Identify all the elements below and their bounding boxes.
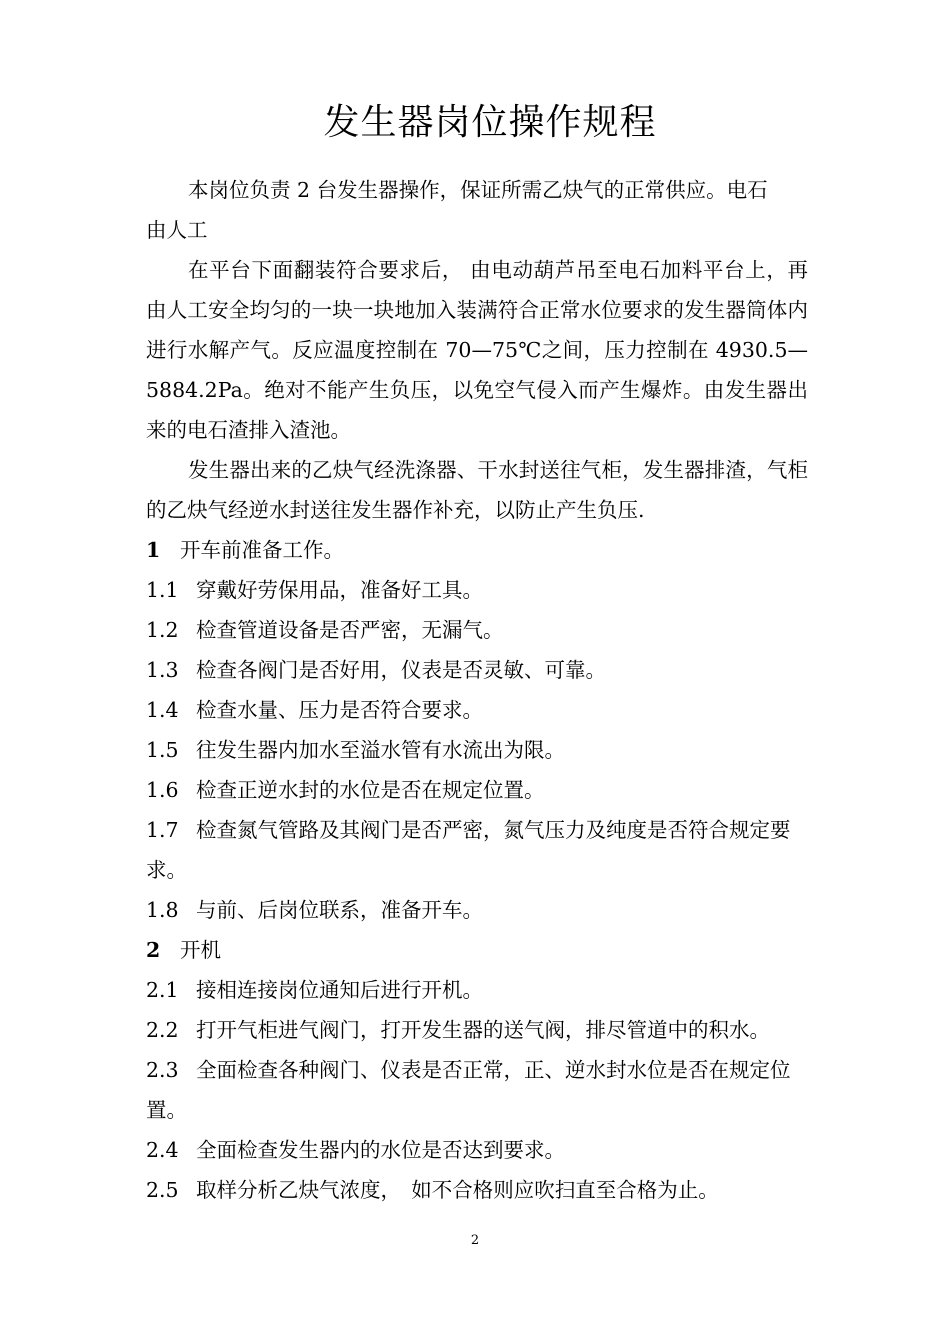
list-item <box>146 690 808 730</box>
list-item <box>146 610 808 650</box>
list-item <box>146 650 808 690</box>
item-number: 2.4 <box>146 1138 179 1162</box>
item-text: 检查各阀门是否好用，仪表是否灵敏、可靠。 <box>196 658 606 682</box>
flow-paragraph: 发生器出来的乙炔气经洗涤器、干水封送往气柜，发生器排渣，气柜的乙炔气经逆水封送往发生器作补充，以防止产生负压. <box>146 458 808 522</box>
item-text: 打开气柜进气阀门，打开发生器的送气阀，排尽管道中的积水。 <box>196 1018 770 1042</box>
item-text: 全面检查发生器内的水位是否达到要求。 <box>196 1138 565 1162</box>
list-item <box>146 570 808 610</box>
item-number: 2.1 <box>146 978 179 1002</box>
list-item <box>146 1130 808 1170</box>
document-body <box>146 170 808 1210</box>
item-text: 检查氮气管路及其阀门是否严密，氮气压力及纯度是否符合规定要求。 <box>146 818 791 882</box>
item-text: 与前、后岗位联系，准备开车。 <box>196 898 483 922</box>
section-title: 开车前准备工作。 <box>180 538 344 562</box>
page-title: 发生器岗位操作规程 <box>323 102 657 143</box>
list-item <box>146 770 808 810</box>
section-number: 1 <box>146 538 161 562</box>
item-number: 1.5 <box>146 738 179 762</box>
item-number: 1.8 <box>146 898 179 922</box>
item-text: 往发生器内加水至溢水管有水流出为限。 <box>196 738 565 762</box>
item-text: 取样分析乙炔气浓度， 如不合格则应吹扫直至合格为止。 <box>196 1178 719 1202</box>
item-number: 1.6 <box>146 778 179 802</box>
item-number: 1.1 <box>146 578 179 602</box>
item-text: 接相连接岗位通知后进行开机。 <box>196 978 483 1002</box>
section-number: 2 <box>146 938 161 962</box>
item-text: 检查管道设备是否严密，无漏气。 <box>196 618 504 642</box>
item-number: 1.7 <box>146 818 179 842</box>
section-heading-1 <box>146 530 808 570</box>
item-text: 检查正逆水封的水位是否在规定位置。 <box>196 778 545 802</box>
item-number: 1.4 <box>146 698 179 722</box>
item-text: 全面检查各种阀门、仪表是否正常，正、逆水封水位是否在规定位置。 <box>146 1058 791 1122</box>
item-text: 检查水量、压力是否符合要求。 <box>196 698 483 722</box>
item-number: 2.3 <box>146 1058 179 1082</box>
list-item <box>146 810 808 890</box>
list-item <box>146 1050 808 1130</box>
section-heading-2 <box>146 930 808 970</box>
page-number: 2 <box>470 1233 480 1248</box>
item-number: 1.2 <box>146 618 179 642</box>
item-number: 2.5 <box>146 1178 179 1202</box>
item-number: 1.3 <box>146 658 179 682</box>
item-number: 2.2 <box>146 1018 179 1042</box>
process-paragraph: 在平台下面翻装符合要求后， 由电动葫芦吊至电石加料平台上，再由人工安全均匀的一块一块地加入装满符合正常水位要求的发生器筒体内进行水解产气。反应温度控制在 70—75℃之间，压力控制在 4930.5—5884.2Pa。绝对不能产生负压，以免空气侵入而产生爆炸。由发生器出来的电石渣排入渣池。 <box>146 258 808 442</box>
item-text: 穿戴好劳保用品，准备好工具。 <box>196 578 483 602</box>
list-item <box>146 890 808 930</box>
intro-paragraph-line1: 本岗位负责 2 台发生器操作，保证所需乙炔气的正常供应。电石 <box>188 178 768 202</box>
list-item <box>146 730 808 770</box>
section-title: 开机 <box>180 938 221 962</box>
list-item <box>146 1170 808 1210</box>
intro-paragraph-line2: 由人工 <box>146 218 208 242</box>
list-item <box>146 1010 808 1050</box>
list-item <box>146 970 808 1010</box>
